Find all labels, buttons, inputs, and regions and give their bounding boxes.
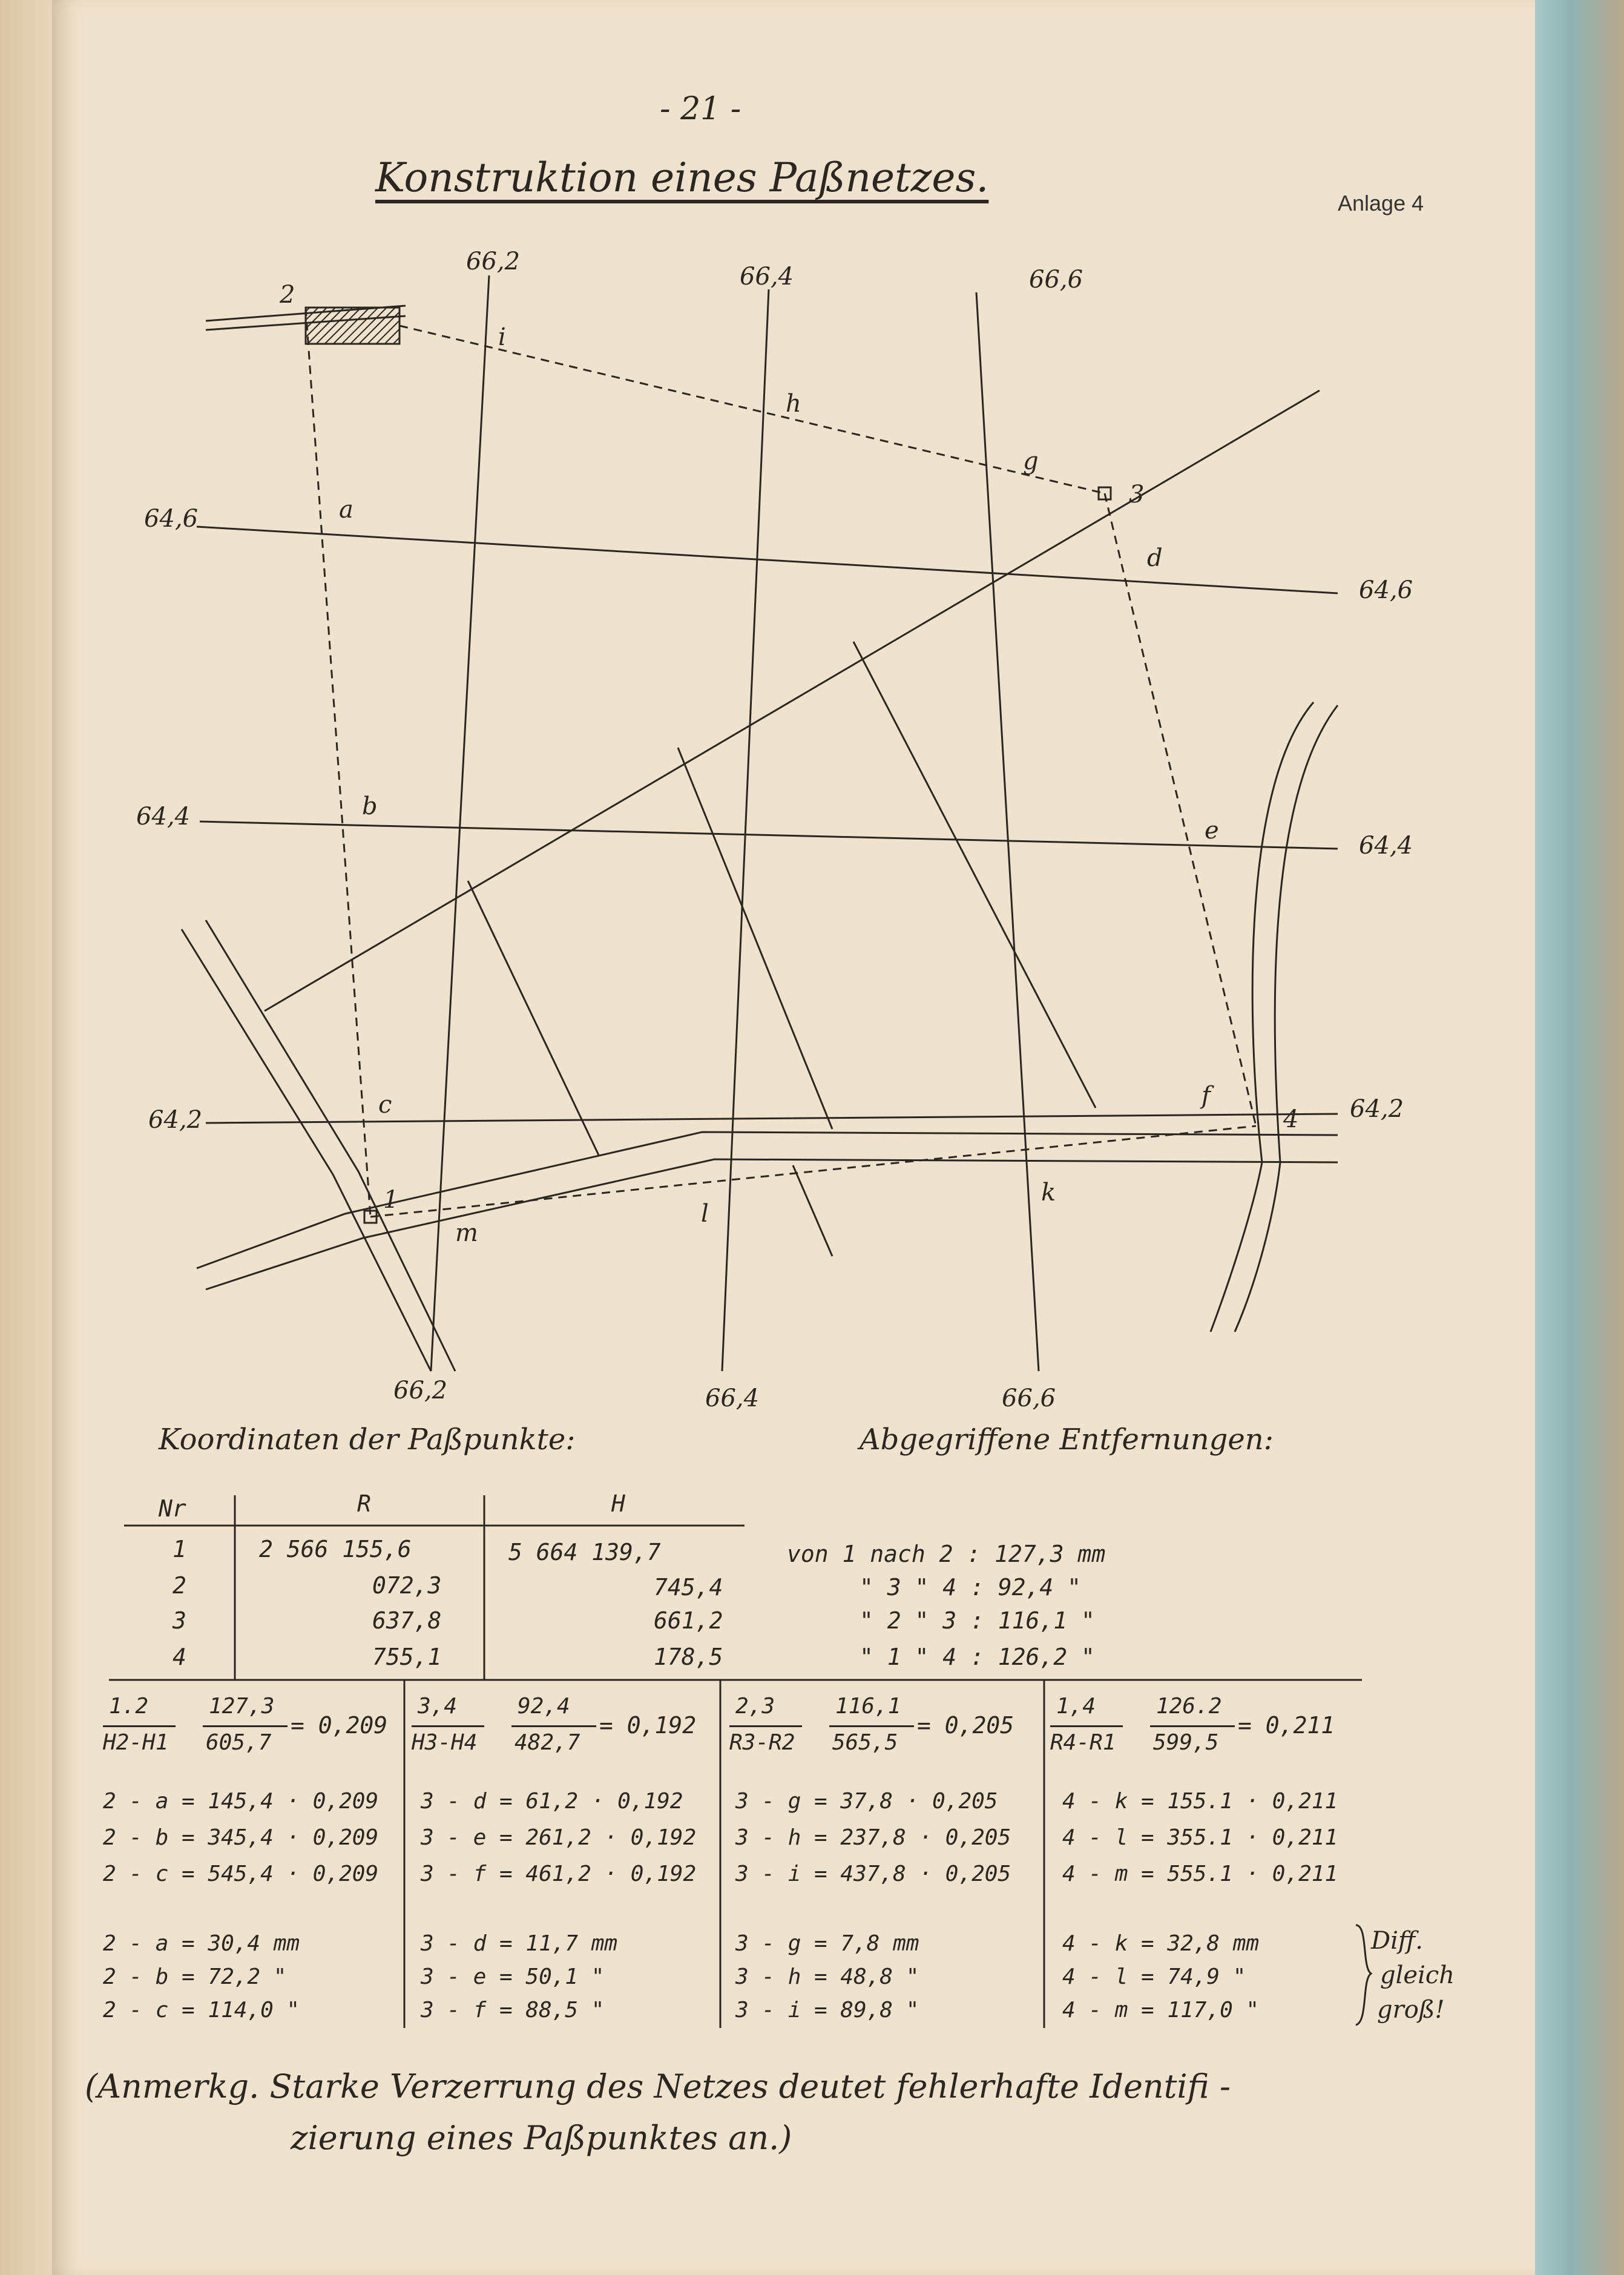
point-label-1: 1 xyxy=(383,1186,399,1214)
result-row-2-col-1: 2 - b = 72,2 " xyxy=(103,1964,287,1989)
result-row-3-col-2: 3 - f = 88,5 " xyxy=(421,1998,605,2023)
ratio-1-fraction-bar-b xyxy=(203,1725,288,1727)
ratio-1-num-a: 1.2 xyxy=(109,1694,149,1719)
result-row-2-col-2: 3 - e = 50,1 " xyxy=(421,1964,605,1989)
side-note-line-3: groß! xyxy=(1377,1996,1445,2024)
ratio-3-fraction-bar-b xyxy=(829,1725,914,1727)
side-note-line-1: Diff. xyxy=(1371,1927,1423,1955)
ratio-4-fraction-bar-a xyxy=(1050,1725,1123,1727)
grid-label-right-64-2: 64,2 xyxy=(1350,1095,1404,1123)
result-row-1-col-1: 2 - a = 30,4 mm xyxy=(103,1931,300,1956)
point-label-4: 4 xyxy=(1283,1105,1299,1133)
grid-label-bottom-66-2: 66,2 xyxy=(393,1377,448,1404)
product-row-3-col-2: 3 - f = 461,2 · 0,192 xyxy=(421,1862,697,1886)
product-row-2-col-1: 2 - b = 345,4 · 0,209 xyxy=(103,1825,379,1850)
product-row-3-col-1: 2 - c = 545,4 · 0,209 xyxy=(103,1862,379,1886)
coords-header-nr: Nr xyxy=(159,1495,186,1522)
distances-heading: Abgegriffene Entfernungen: xyxy=(860,1423,1274,1457)
product-row-1-col-4: 4 - k = 155.1 · 0,211 xyxy=(1062,1789,1338,1814)
aux-label-e: e xyxy=(1205,817,1219,844)
curly-brace xyxy=(1356,1925,1371,2025)
grid-label-right-64-4: 64,4 xyxy=(1359,832,1413,860)
aux-label-g: g xyxy=(1023,447,1039,475)
result-row-1-col-3: 3 - g = 7,8 mm xyxy=(735,1931,919,1956)
ratio-2-den-b: 482,7 xyxy=(514,1730,580,1755)
ratio-2-den-a: H3-H4 xyxy=(412,1730,478,1755)
product-row-3-col-4: 4 - m = 555.1 · 0,211 xyxy=(1062,1862,1338,1886)
product-row-3-col-3: 3 - i = 437,8 · 0,205 xyxy=(735,1862,1011,1886)
grid-label-left-64-4: 64,4 xyxy=(136,803,191,831)
result-row-3-col-4: 4 - m = 117,0 " xyxy=(1062,1998,1260,2023)
aux-label-a: a xyxy=(339,496,353,524)
aux-label-c: c xyxy=(378,1091,392,1119)
product-row-1-col-2: 3 - d = 61,2 · 0,192 xyxy=(421,1789,683,1814)
ratio-1-result: = 0,209 xyxy=(291,1712,388,1739)
grid-label-top-66-6: 66,6 xyxy=(1029,266,1083,294)
coords-heading: Koordinaten der Paßpunkte: xyxy=(159,1423,576,1457)
ratio-4-result: = 0,211 xyxy=(1238,1712,1335,1739)
aux-label-k: k xyxy=(1041,1179,1056,1207)
result-row-1-col-4: 4 - k = 32,8 mm xyxy=(1062,1931,1260,1956)
coords-row-2-r: 072,3 xyxy=(372,1572,442,1599)
point-label-2: 2 xyxy=(280,281,295,309)
ratio-3-num-a: 2,3 xyxy=(735,1694,775,1719)
aux-label-m: m xyxy=(455,1219,478,1247)
result-row-3-col-3: 3 - i = 89,8 " xyxy=(735,1998,919,2023)
coords-row-2-h: 745,4 xyxy=(654,1574,723,1601)
ratio-2-num-a: 3,4 xyxy=(418,1694,458,1719)
distance-row-2: " 3 " 4 : 92,4 " xyxy=(860,1574,1082,1601)
ratio-3-den-a: R3-R2 xyxy=(729,1730,795,1755)
product-row-1-col-1: 2 - a = 145,4 · 0,209 xyxy=(103,1789,379,1814)
aux-label-h: h xyxy=(786,390,801,418)
ratio-2-fraction-bar-b xyxy=(511,1725,596,1727)
ratio-3-num-b: 116,1 xyxy=(835,1694,901,1719)
annex-stamp: Anlage 4 xyxy=(1338,191,1424,216)
aux-label-d: d xyxy=(1147,544,1163,572)
remark-line-1: (Anmerkg. Starke Verzerrung des Netzes deutet fehlerhafte Identifi - xyxy=(85,2067,1231,2105)
ratio-4-num-b: 126.2 xyxy=(1156,1694,1222,1719)
aux-label-b: b xyxy=(362,792,378,820)
ratio-3-fraction-bar-a xyxy=(729,1725,802,1727)
coords-row-1-r: 2 566 155,6 xyxy=(259,1536,412,1562)
grid-label-bottom-66-4: 66,4 xyxy=(705,1384,760,1412)
page-title: Konstruktion eines Paßnetzes. xyxy=(375,154,989,201)
coords-row-3-r: 637,8 xyxy=(372,1607,442,1634)
coords-row-2-nr: 2 xyxy=(173,1572,186,1599)
remark-line-2: zierung eines Paßpunktes an.) xyxy=(291,2119,792,2157)
result-row-3-col-1: 2 - c = 114,0 " xyxy=(103,1998,300,2023)
grid-label-right-64-6: 64,6 xyxy=(1359,576,1413,604)
aux-label-l: l xyxy=(701,1200,709,1228)
ratio-2-result: = 0,192 xyxy=(599,1712,697,1739)
grid-label-left-64-2: 64,2 xyxy=(148,1106,203,1134)
result-row-2-col-4: 4 - l = 74,9 " xyxy=(1062,1964,1246,1989)
coords-row-4-nr: 4 xyxy=(173,1644,186,1670)
coords-row-4-h: 178,5 xyxy=(654,1644,723,1670)
grid-label-top-66-2: 66,2 xyxy=(466,248,521,275)
product-row-2-col-2: 3 - e = 261,2 · 0,192 xyxy=(421,1825,697,1850)
distance-row-4: " 1 " 4 : 126,2 " xyxy=(860,1644,1095,1670)
coords-header-r: R xyxy=(357,1490,371,1517)
grid-label-bottom-66-6: 66,6 xyxy=(1002,1384,1056,1412)
aux-label-i: i xyxy=(498,323,506,351)
product-row-1-col-3: 3 - g = 37,8 · 0,205 xyxy=(735,1789,998,1814)
distance-row-1: von 1 nach 2 : 127,3 mm xyxy=(787,1541,1106,1567)
coords-row-1-nr: 1 xyxy=(173,1536,186,1562)
coords-row-1-h: 5 664 139,7 xyxy=(508,1539,661,1566)
ratio-4-den-b: 599,5 xyxy=(1153,1730,1219,1755)
grid-label-left-64-6: 64,6 xyxy=(144,505,199,533)
ratio-4-den-a: R4-R1 xyxy=(1050,1730,1116,1755)
ratio-4-num-a: 1,4 xyxy=(1056,1694,1096,1719)
ratio-1-fraction-bar-a xyxy=(103,1725,176,1727)
ratio-4-fraction-bar-b xyxy=(1150,1725,1235,1727)
coords-row-3-h: 661,2 xyxy=(654,1607,723,1634)
ratio-2-fraction-bar-a xyxy=(412,1725,484,1727)
aux-label-f: f xyxy=(1202,1082,1211,1110)
coords-row-3-nr: 3 xyxy=(173,1607,186,1634)
distance-row-3: " 2 " 3 : 116,1 " xyxy=(860,1607,1095,1634)
ratio-3-den-b: 565,5 xyxy=(832,1730,898,1755)
ratio-1-den-b: 605,7 xyxy=(206,1730,272,1755)
ratio-3-result: = 0,205 xyxy=(917,1712,1014,1739)
ratio-1-den-a: H2-H1 xyxy=(103,1730,169,1755)
coords-header-h: H xyxy=(611,1490,625,1517)
result-row-2-col-3: 3 - h = 48,8 " xyxy=(735,1964,919,1989)
side-note-line-2: gleich xyxy=(1380,1961,1455,1989)
ratio-1-num-b: 127,3 xyxy=(209,1694,275,1719)
ratio-2-num-b: 92,4 xyxy=(518,1694,570,1719)
page-number: - 21 - xyxy=(660,91,741,127)
point-label-3: 3 xyxy=(1129,481,1145,509)
grid-label-top-66-4: 66,4 xyxy=(740,263,794,291)
product-row-2-col-4: 4 - l = 355.1 · 0,211 xyxy=(1062,1825,1338,1850)
coords-row-4-r: 755,1 xyxy=(372,1644,442,1670)
result-row-1-col-2: 3 - d = 11,7 mm xyxy=(421,1931,618,1956)
product-row-2-col-3: 3 - h = 237,8 · 0,205 xyxy=(735,1825,1011,1850)
